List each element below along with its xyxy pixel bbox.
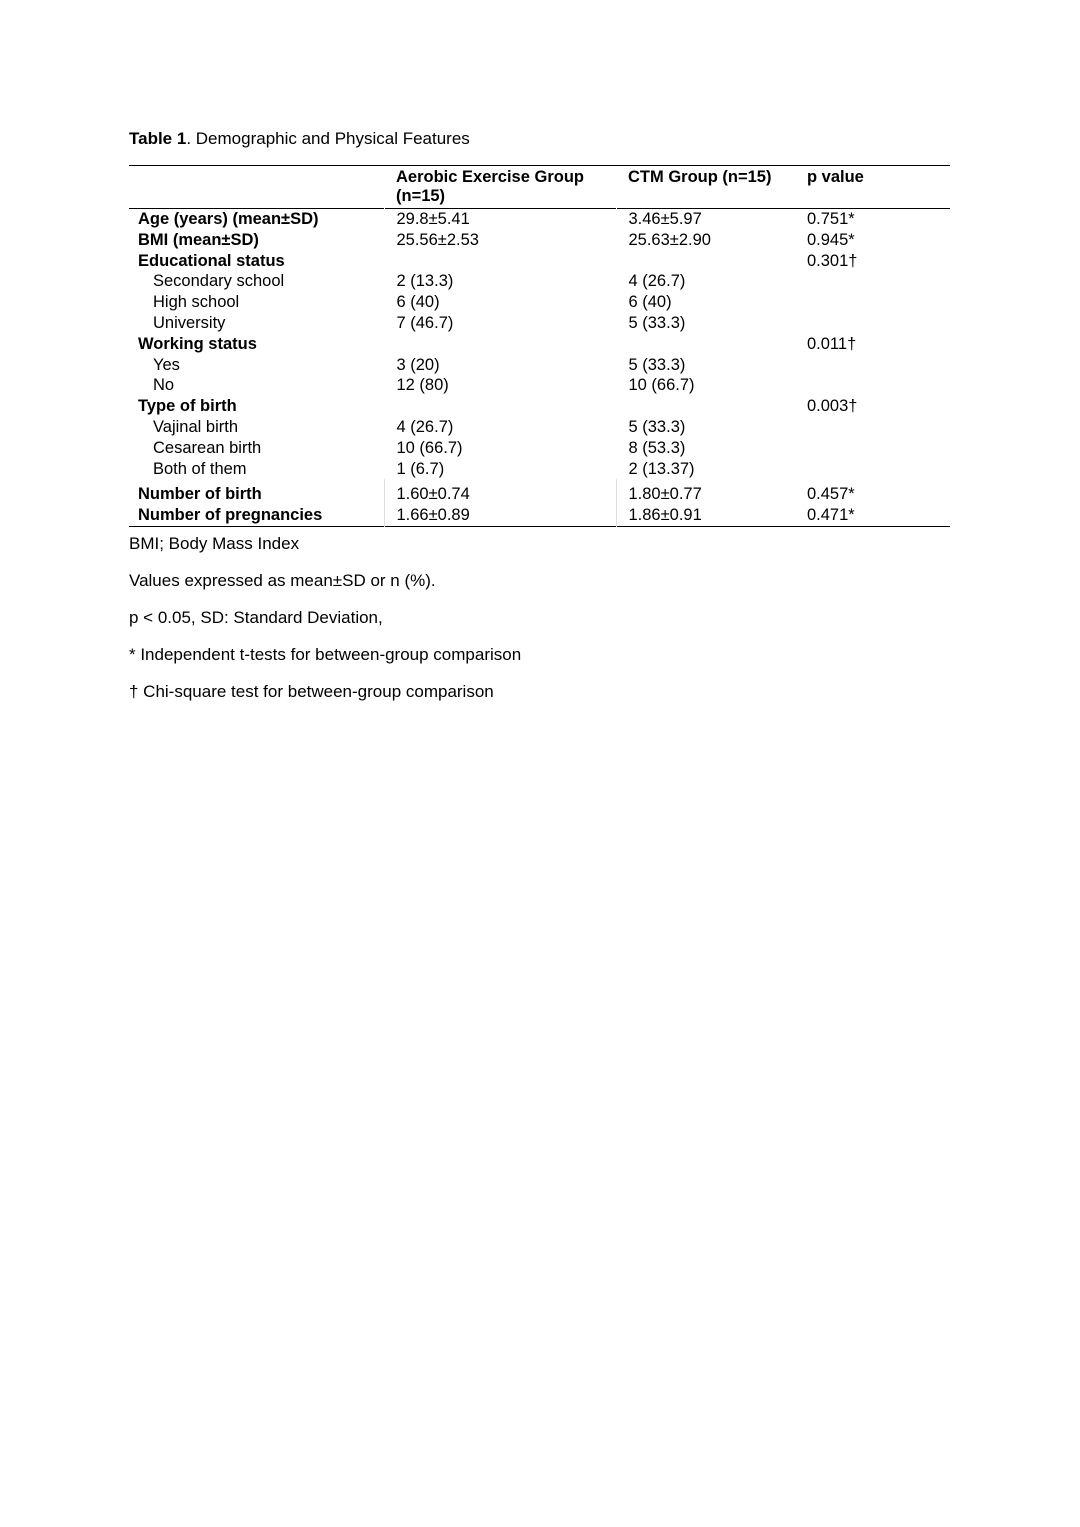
aerobic-value-cell	[384, 396, 616, 417]
header-cell-aerobic-group: Aerobic Exercise Group (n=15)	[396, 168, 584, 205]
p-value-cell	[795, 355, 950, 376]
footnote-abbreviation: BMI; Body Mass Index	[129, 534, 300, 553]
aerobic-value-cell: 6 (40)	[396, 293, 440, 312]
aerobic-value-cell: 10 (66.7)	[396, 438, 463, 457]
table-row	[129, 417, 950, 438]
footnote-values: Values expressed as mean±SD or n (%).	[129, 571, 436, 590]
table-row	[129, 396, 950, 417]
table-row	[129, 479, 950, 505]
p-value-cell: 0.301†	[807, 251, 858, 270]
aerobic-value-cell: 3 (20)	[396, 355, 440, 374]
ctm-value-cell: 4 (26.7)	[628, 272, 686, 291]
ctm-value-cell: 10 (66.7)	[628, 376, 695, 395]
table-container	[129, 165, 950, 527]
row-label-cell: Educational status	[138, 251, 285, 270]
p-value-cell	[795, 375, 950, 396]
table-row	[129, 251, 950, 272]
ctm-value-cell: 3.46±5.97	[628, 210, 702, 228]
p-value-cell	[795, 271, 950, 292]
row-label-cell: Secondary school	[153, 272, 285, 291]
table-row	[129, 505, 950, 526]
footnote-chi-square: † Chi-square test for between-group comparison	[129, 682, 494, 701]
row-label-cell: Working status	[138, 334, 257, 353]
ctm-value-cell: 6 (40)	[628, 293, 672, 312]
row-label-cell: No	[153, 376, 175, 395]
row-label-cell: Type of birth	[138, 397, 237, 416]
p-value-cell	[795, 459, 950, 480]
p-value-cell	[795, 313, 950, 334]
p-value-cell: 0.457*	[807, 485, 855, 504]
footnote-t-test: * Independent t-tests for between-group comparison	[129, 645, 522, 664]
p-value-cell: 0.011†	[807, 334, 857, 353]
table-caption-label: Table 1	[129, 129, 187, 148]
ctm-value-cell: 2 (13.37)	[628, 459, 695, 478]
table-row	[129, 375, 950, 396]
header-cell-p-value: p value	[807, 168, 864, 186]
table-row	[129, 459, 950, 480]
row-label-cell: University	[153, 313, 226, 332]
ctm-value-cell	[616, 396, 795, 417]
ctm-value-cell: 1.86±0.91	[616, 505, 795, 526]
ctm-value-cell	[616, 251, 795, 272]
row-label-cell: BMI (mean±SD)	[138, 230, 259, 249]
table-row	[129, 334, 950, 355]
aerobic-value-cell: 2 (13.3)	[396, 272, 454, 291]
row-label-cell: Number of pregnancies	[138, 506, 323, 525]
row-label-cell: Number of birth	[138, 485, 262, 504]
aerobic-value-cell: 7 (46.7)	[396, 313, 454, 332]
p-value-cell	[795, 292, 950, 313]
ctm-value-cell: 5 (33.3)	[628, 313, 686, 332]
aerobic-value-cell: 12 (80)	[396, 376, 449, 395]
demographics-table	[129, 165, 950, 527]
ctm-value-cell: 5 (33.3)	[628, 355, 686, 374]
aerobic-value-cell: 1.60±0.74	[384, 479, 616, 505]
table-row	[129, 230, 950, 251]
table-row	[129, 313, 950, 334]
ctm-value-cell: 8 (53.3)	[628, 438, 686, 457]
p-value-cell: 0.945*	[807, 230, 855, 249]
p-value-cell	[795, 417, 950, 438]
row-label-cell: High school	[153, 293, 240, 312]
aerobic-value-cell: 25.56±2.53	[396, 230, 479, 249]
table-row	[129, 271, 950, 292]
header-cell-ctm-group: CTM Group (n=15)	[628, 168, 772, 186]
p-value-cell	[795, 438, 950, 459]
ctm-value-cell: 1.80±0.77	[616, 479, 795, 505]
ctm-value-cell	[616, 334, 795, 355]
table-footnotes	[129, 534, 521, 702]
row-label-cell: Both of them	[153, 459, 247, 478]
aerobic-value-cell	[384, 251, 616, 272]
aerobic-value-cell: 29.8±5.41	[396, 210, 470, 228]
ctm-value-cell: 5 (33.3)	[628, 417, 686, 436]
p-value-cell: 0.003†	[807, 397, 858, 416]
p-value-cell: 0.751*	[807, 210, 855, 228]
p-value-cell: 0.471*	[807, 506, 855, 525]
row-label-cell: Age (years) (mean±SD)	[138, 210, 319, 228]
aerobic-value-cell	[384, 334, 616, 355]
table-header-row	[129, 166, 950, 209]
table-body	[129, 209, 950, 527]
table-row	[129, 292, 950, 313]
table-caption	[129, 129, 470, 149]
row-label-cell: Vajinal birth	[153, 417, 238, 436]
table-caption-text: . Demographic and Physical Features	[186, 129, 470, 148]
row-label-cell: Yes	[153, 355, 180, 374]
ctm-value-cell: 25.63±2.90	[628, 230, 711, 249]
aerobic-value-cell: 1.66±0.89	[384, 505, 616, 526]
table-row	[129, 209, 950, 230]
header-cell-variable	[129, 166, 384, 209]
row-label-cell: Cesarean birth	[153, 438, 262, 457]
table-row	[129, 438, 950, 459]
footnote-significance: p < 0.05, SD: Standard Deviation,	[129, 608, 383, 627]
aerobic-value-cell: 4 (26.7)	[396, 417, 454, 436]
table-row	[129, 355, 950, 376]
aerobic-value-cell: 1 (6.7)	[396, 459, 445, 478]
